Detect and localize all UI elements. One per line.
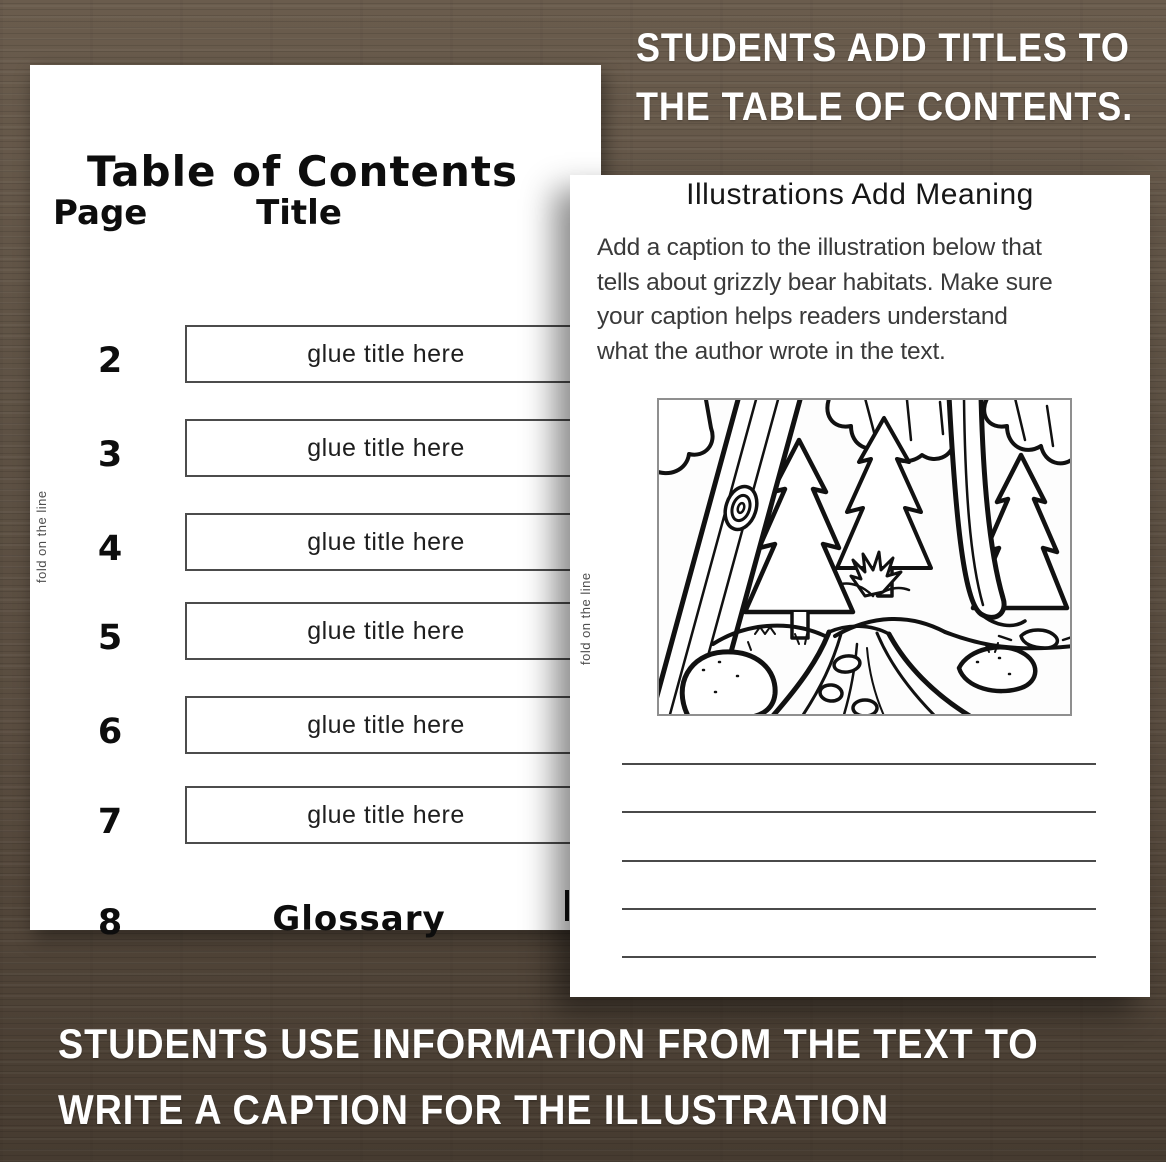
toc-page-number: 5 bbox=[97, 618, 123, 658]
toc-row bbox=[30, 419, 601, 477]
instruction-line: your caption helps readers understand bbox=[597, 303, 1008, 330]
toc-page-number: 4 bbox=[97, 529, 123, 569]
cutoff-mark bbox=[565, 890, 569, 921]
instruction-line: what the author wrote in the text. bbox=[597, 337, 946, 365]
illustrations-add-meaning-page bbox=[570, 175, 1150, 997]
toc-page-number: 3 bbox=[97, 435, 123, 475]
glue-title-label: glue title here bbox=[307, 710, 465, 739]
toc-page-number: 2 bbox=[97, 341, 123, 381]
writing-line bbox=[622, 860, 1096, 862]
forest-line-art-svg bbox=[659, 400, 1072, 716]
glue-title-label: glue title here bbox=[307, 339, 465, 368]
table-of-contents-page bbox=[30, 65, 601, 943]
overlay-top-line-2: THE TABLE OF CONTENTS. bbox=[636, 85, 1134, 129]
toc-page-number: 6 bbox=[97, 712, 123, 752]
toc-page-number: 8 bbox=[97, 903, 123, 943]
instruction-line: Add a caption to the illustration below that bbox=[597, 234, 1042, 261]
overlay-top-line-1: STUDENTS ADD TITLES TO bbox=[636, 26, 1130, 70]
writing-line bbox=[622, 811, 1096, 813]
glue-title-box bbox=[185, 786, 587, 844]
glue-title-box bbox=[185, 696, 587, 754]
glue-title-label: glue title here bbox=[307, 616, 465, 645]
glue-title-box bbox=[185, 602, 587, 660]
glue-title-box bbox=[185, 325, 587, 383]
toc-row-glossary bbox=[30, 887, 601, 951]
glue-title-box bbox=[185, 419, 587, 477]
glue-title-box bbox=[185, 513, 587, 571]
glue-title-label: glue title here bbox=[307, 433, 465, 462]
toc-row bbox=[30, 602, 601, 660]
writing-line bbox=[622, 908, 1096, 910]
glue-title-label: glue title here bbox=[307, 800, 465, 829]
instruction-line: tells about grizzly bear habitats. Make sure bbox=[597, 268, 1053, 296]
writing-line bbox=[622, 956, 1096, 958]
toc-page-number: 7 bbox=[97, 802, 123, 842]
overlay-bottom-line-1: STUDENTS USE INFORMATION FROM THE TEXT TO bbox=[58, 1020, 1039, 1067]
fold-on-line-label: fold on the line bbox=[34, 490, 49, 583]
overlay-bottom-line-2: WRITE A CAPTION FOR THE ILLUSTRATION bbox=[58, 1086, 890, 1133]
caption-page-title: Illustrations Add Meaning bbox=[686, 178, 1034, 211]
toc-row bbox=[30, 696, 601, 754]
toc-column-header-title: Title bbox=[256, 193, 342, 233]
toc-row bbox=[30, 786, 601, 844]
toc-row bbox=[30, 325, 601, 383]
toc-title: Table of Contents bbox=[86, 147, 518, 196]
glue-title-label: glue title here bbox=[307, 527, 465, 556]
fold-on-line-label: fold on the line bbox=[578, 572, 593, 665]
writing-line bbox=[622, 763, 1096, 765]
toc-row bbox=[30, 513, 601, 571]
toc-column-header-page: Page bbox=[53, 193, 148, 233]
caption-instructions bbox=[597, 231, 1145, 369]
glossary-label: Glossary bbox=[272, 899, 446, 939]
forest-stream-illustration bbox=[657, 398, 1072, 716]
